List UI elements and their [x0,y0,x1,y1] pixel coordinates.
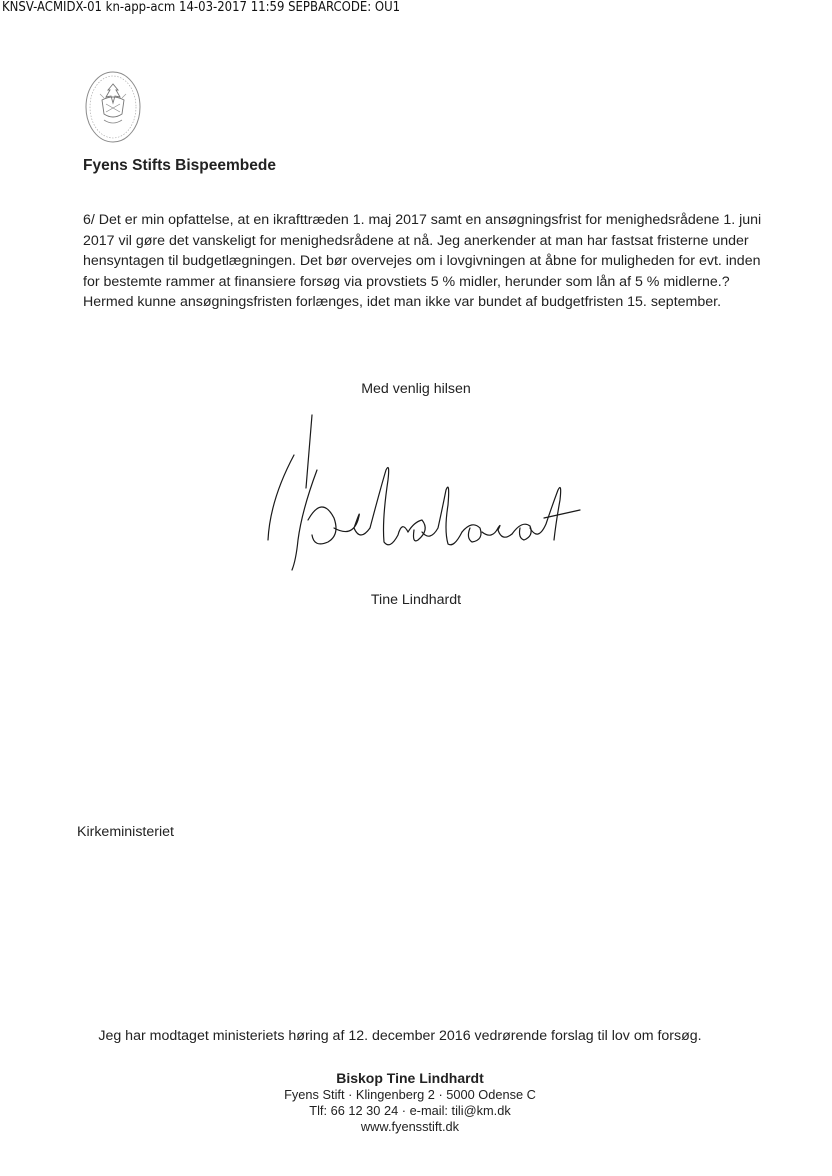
footer-website: www.fyensstift.dk [360,1119,460,1134]
receipt-note: Jeg har modtaget ministeriets høring af 12. december 2016 vedrørende forslag til lov om forsøg. [98,1028,702,1044]
recipient: Kirkeministeriet [77,824,174,840]
handwritten-signature [262,410,582,575]
footer-name: Biskop Tine Lindhardt [336,1070,484,1086]
greeting-text: Med venlig hilsen [361,381,471,397]
closing-greeting [0,381,832,397]
signer-name: Tine Lindhardt [370,592,462,608]
organization-name: Fyens Stifts Bispeembede [83,157,276,174]
footer-contact: Tlf: 66 12 30 24 · e-mail: tili@km.dk [309,1103,511,1118]
diocese-seal-icon [84,70,142,144]
letter-body [83,210,773,313]
footer-address: Fyens Stift · Klingenberg 2 · 5000 Odense C [284,1087,536,1102]
fax-header: KNSV-ACMIDX-01 kn-app-acm 14-03-2017 11:59 SEPBARCODE: OU1 [2,0,401,15]
footer [0,1070,820,1135]
body-paragraph: 6/ Det er min opfattelse, at en ikrafttræden 1. maj 2017 samt en ansøgningsfrist for menighedsrådene 1. juni 2017 vil gøre det vanskeligt for menighedsrådene at nå. Jeg anerkender at man har fastsat fristerne under hensyntagen til budgetlægningen. Det bør overvejes om i lovgivningen at åbne for muligheden for evt. inden for bestemte rammer at finansiere forsøg via provstiets 5 % midler, herunder som lån af 5 % midlerne.? Hermed kunne ansøgningsfristen forlænges, idet man ikke var bundet af budgetfristen 15. september. [83,212,762,310]
